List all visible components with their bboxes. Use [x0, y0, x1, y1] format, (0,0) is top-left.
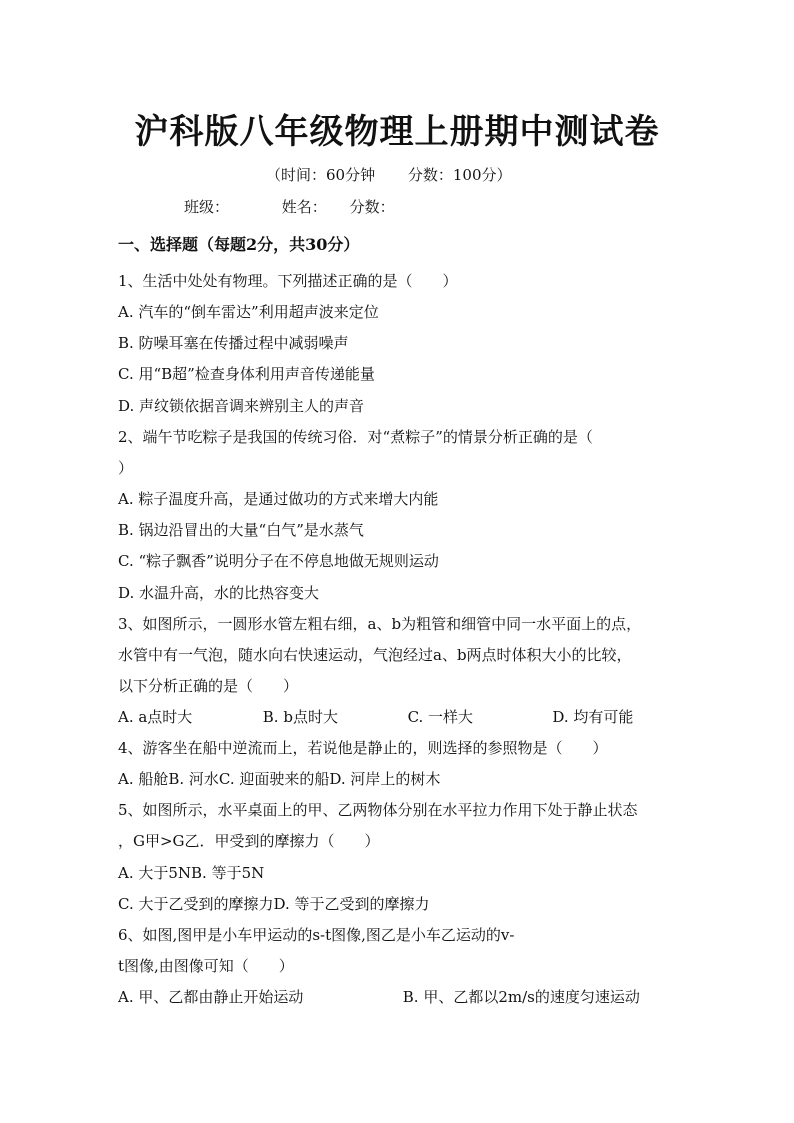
question-1-option-b: B. 防噪耳塞在传播过程中减弱噪声: [118, 334, 349, 352]
question-6-stem-line-1: 6、如图,图甲是小车甲运动的s-t图像,图乙是小车乙运动的v-: [118, 926, 515, 944]
question-2-option-b: B. 锅边沿冒出的大量“白气”是水蒸气: [118, 521, 364, 539]
question-6-stem-line-2: t图像,由图像可知（ ）: [118, 957, 294, 975]
question-3-option-d: D. 均有可能: [552, 708, 634, 726]
question-3-option-c: C. 一样大: [407, 708, 474, 726]
question-1-option-a: A. 汽车的“倒车雷达”利用超声波来定位: [118, 303, 379, 321]
question-5-options-ab: A. 大于5NB. 等于5N: [118, 864, 265, 882]
question-3-option-b: B. b点时大: [262, 708, 338, 726]
question-6-option-a: A. 甲、乙都由静止开始运动: [118, 988, 304, 1006]
question-3-stem-line-2: 水管中有一气泡，随水向右快速运动，气泡经过a、b两点时体积大小的比较，: [118, 646, 632, 664]
question-3-stem-line-3: 以下分析正确的是（ ）: [118, 677, 299, 695]
score-label: 分数：: [349, 198, 395, 216]
question-3-option-a: A. a点时大: [118, 708, 193, 726]
question-2-stem: 2、端午节吃粽子是我国的传统习俗．对“煮粽子”的情景分析正确的是（: [118, 428, 593, 446]
question-6-options: [118, 986, 678, 1007]
question-2-option-d: D. 水温升高，水的比热容变大: [118, 584, 320, 602]
exam-title: 沪科版八年级物理上册期中测试卷: [134, 112, 660, 152]
section-heading: 一、选择题（每题2分，共30分）: [118, 235, 360, 254]
question-5-stem-line-1: 5、如图所示，水平桌面上的甲、乙两物体分别在水平拉力作用下处于静止状态: [118, 801, 638, 819]
name-label: 姓名：: [281, 198, 327, 216]
question-4-options: A. 船舱B. 河水C. 迎面驶来的船D. 河岸上的树木: [118, 770, 441, 788]
question-3-options: [118, 706, 678, 727]
question-1-stem: 1、生活中处处有物理。下列描述正确的是（ ）: [118, 272, 458, 290]
question-4-stem: 4、游客坐在船中逆流而上，若说他是静止的，则选择的参照物是（ ）: [118, 739, 608, 757]
total-score: 分数：100分）: [407, 166, 512, 184]
question-2-stem-end: ）: [118, 459, 134, 477]
question-1-option-c: C. 用“B超”检查身体利用声音传递能量: [118, 365, 375, 383]
student-fields: [184, 196, 443, 217]
question-5-stem-line-2: ，G甲>G乙．甲受到的摩擦力（ ）: [118, 832, 380, 850]
question-2-option-c: C. “粽子飘香”说明分子在不停息地做无规则运动: [118, 552, 439, 570]
question-1-option-d: D. 声纹锁依据音调来辨别主人的声音: [118, 397, 365, 415]
question-3-stem-line-1: 3、如图所示，一圆形水管左粗右细，a、b为粗管和细管中同一水平面上的点，: [118, 615, 642, 633]
question-2-option-a: A. 粽子温度升高，是通过做功的方式来增大内能: [118, 490, 439, 508]
question-6-option-b: B. 甲、乙都以2m/s的速度匀速运动: [402, 988, 640, 1006]
exam-meta: [266, 164, 512, 185]
class-label: 班级：: [184, 198, 230, 216]
question-5-options-cd: C. 大于乙受到的摩擦力D. 等于乙受到的摩擦力: [118, 895, 430, 913]
time-limit: （时间：60分钟: [266, 166, 376, 184]
